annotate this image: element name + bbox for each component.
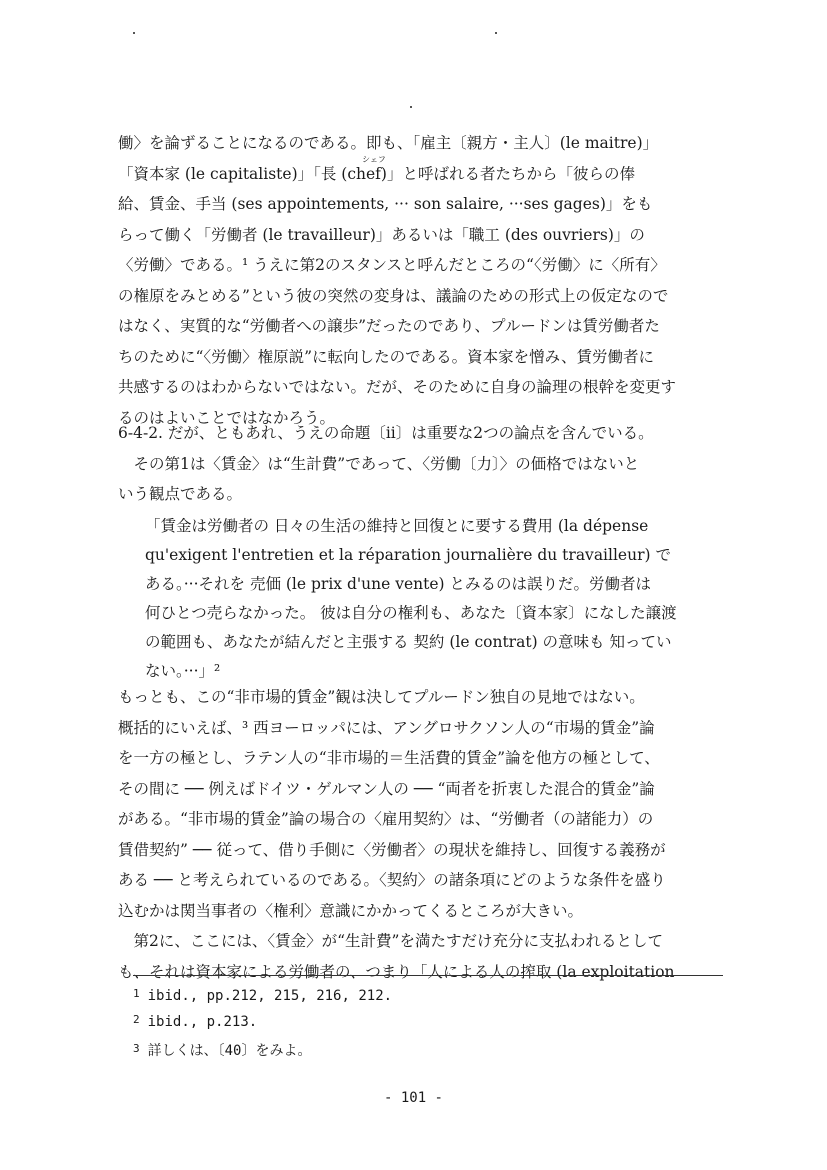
text-line: ちのために“〈労働〉権原説”に転向したのである。資本家を憎み、賃労働者に	[118, 347, 655, 366]
text-line: いう観点である。	[118, 485, 243, 503]
page-number: - 101 -	[383, 1090, 443, 1106]
paragraph-3	[118, 682, 718, 987]
text-line: その間に ── 例えばドイツ・ゲルマン人の ── “両者を折衷した混合的賃金”論	[118, 779, 655, 798]
footnote-number: 1	[133, 987, 140, 1000]
footnote-text: 詳しくは、〔40〕をみよ。	[147, 1043, 312, 1059]
text-line: の権原をみとめる”という彼の突然の変身は、議論のための形式上の仮定なので	[118, 286, 669, 305]
text-line: 「資本家 (le capitaliste)」「長 (chef)」と呼ばれる者たちから「彼らの俸	[118, 164, 635, 183]
paragraph-2	[118, 418, 718, 510]
footnote-3	[133, 1040, 311, 1060]
text-line: 6-4-2. だが、ともあれ、うえの命題〔ii〕は重要な2つの論点を含んでいる。	[118, 424, 654, 442]
text-line: るのはよいことではなかろう。	[118, 408, 336, 427]
footnote-number: 2	[133, 1013, 140, 1026]
text-line: らって働く「労働者 (le travailleur)」あるいは「職工 (des ouvriers)」の	[118, 225, 645, 244]
footnote-text: ibid., pp.212, 215, 216, 212.	[147, 988, 393, 1004]
footnote-1	[133, 988, 392, 1004]
text-line: 給、賃金、手当 (ses appointements, ··· son salaire, ···ses gages)」をも	[118, 195, 653, 213]
footnote-number: 3	[133, 1042, 140, 1055]
text-line: 第2に、ここには、〈賃金〉が“生計費”を満たすだけ充分に支払われるとして	[118, 932, 663, 950]
text-line: ない。···」²	[145, 662, 221, 680]
text-line: も、それは資本家による労働者の、つまり「人による人の搾取 (la exploitation	[118, 962, 675, 981]
text-line: 込むかは関当事者の〈権利〉意識にかかってくるところが大きい。	[118, 901, 584, 920]
text-line: もっとも、この“非市場的賃金”観は決してプルードン独自の見地ではない。	[118, 688, 645, 706]
scan-speck	[410, 106, 412, 108]
text-line: ある ── と考えられているのである。〈契約〉の諸条項にどのような条件を盛り	[118, 871, 666, 889]
footnote-text: ibid., p.213.	[147, 1014, 258, 1030]
text-line: がある。“非市場的賃金”論の場合の〈雇用契約〉は、“労働者（の諸能力）の	[118, 810, 654, 828]
text-line: 働〉を論ずることになるのである。即も、「雇主〔親方・主人〕(le maitre)」	[118, 134, 659, 152]
text-line: を一方の極とし、ラテン人の“非市場的＝生活費的賃金”論を他方の極として、	[118, 749, 660, 767]
text-line: qu'exigent l'entretien et la réparation journalière du travailleur) で	[145, 546, 671, 564]
text-line: その第1は〈賃金〉は“生計費”であって、〈労働〔力〕〉の価格ではないと	[118, 454, 640, 473]
footnote-2	[133, 1014, 257, 1030]
block-quote	[145, 512, 705, 686]
footnote-divider	[133, 975, 723, 976]
text-line: ある。···それを 売価 (le prix d'une vente) とみるのは誤りだ。労働者は	[145, 575, 651, 593]
text-line: 概括的にいえば、³ 西ヨーロッパには、アングロサクソン人の“市場的賃金”論	[118, 718, 655, 737]
ruby-annotation: シェフ	[362, 155, 386, 164]
text-line: 共感するのはわからないではない。だが、そのために自身の論理の根幹を変更す	[118, 378, 677, 396]
text-line: 何ひとつ売らなかった。 彼は自分の権利も、あなた〔資本家〕になした譲渡	[145, 604, 677, 622]
text-line: 〈労働〉である。¹ うえに第2のスタンスと呼んだところの“〈労働〉に〈所有〉	[118, 256, 666, 274]
text-line: 「賃金は労働者の 日々の生活の維持と回復とに要する費用 (la dépense	[145, 517, 649, 535]
paragraph-1	[118, 128, 718, 433]
text-line: はなく、実質的な“労働者への譲歩”だったのであり、プルードンは賃労働者た	[118, 317, 660, 335]
scan-speck	[495, 32, 497, 34]
text-line: の範囲も、あなたが結んだと主張する 契約 (le contrat) の意味も 知ってい	[145, 633, 672, 651]
scan-speck	[133, 32, 135, 34]
text-line: 賃借契約” ── 従って、借り手側に〈労働者〉の現状を維持し、回復する義務が	[118, 840, 666, 859]
